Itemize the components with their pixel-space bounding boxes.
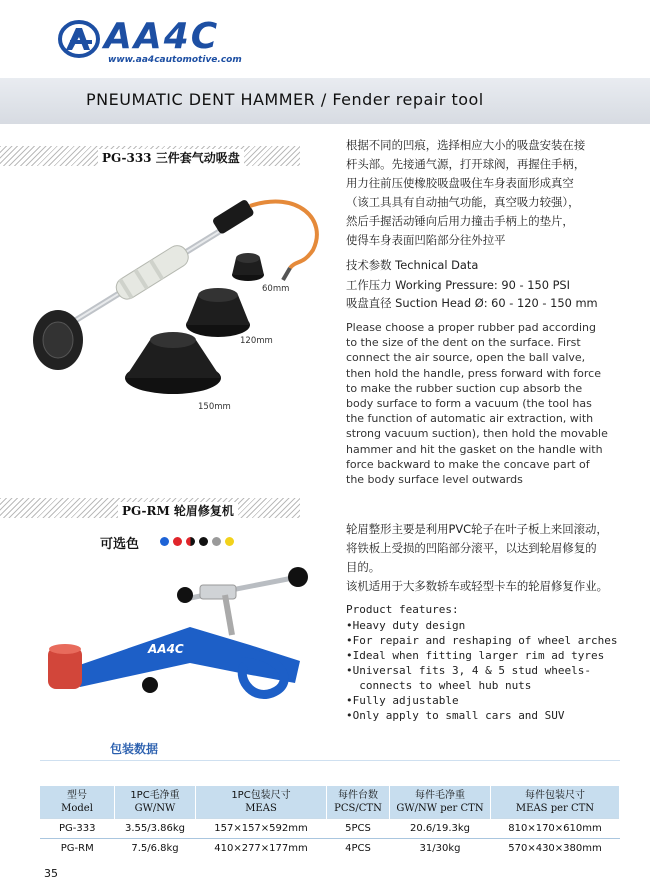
product2-desc-cn: 轮眉整形主要是利用PVC轮子在叶子板上来回滚动， 将铁板上受损的凹陷部分滚平，以达到轮眉修复的 目的。 该机适用于大多数轿车或轻型卡车的轮眉修复作业。 (346, 522, 608, 593)
feature-item: • Fully adjustable (346, 693, 646, 708)
color-swatch-black (199, 537, 208, 546)
dim-150mm: 150mm (198, 402, 231, 412)
product1-label: PG-333 三件套气动吸盘 (98, 149, 244, 166)
packing-data-title: 包装数据 (110, 742, 159, 756)
product1-desc-en: Please choose a proper rubber pad according to the size of the dent on the surface. First connect the air source, open the ball valve, then hold the handle, press forward with force to make the rubber suction cup absorb the body surface to form a vacuum (the tool has the function of automatic air extraction, with strong vacuum suction), then hold the movable hammer and hit the gasket on the handle with force backward to make the concave part of the body surface level outwards (346, 321, 608, 487)
cell-meas-ctn: 570×430×380mm (491, 839, 620, 859)
cell-meas: 410×277×177mm (196, 839, 327, 859)
tech-data-title: 技术参数 Technical Data (346, 258, 479, 272)
cell-gw-nw: 3.55/3.86kg (115, 819, 196, 839)
feature-item: • Only apply to small cars and SUV (346, 708, 646, 723)
feature-item: • Heavy duty design (346, 618, 646, 633)
color-swatch-gray (212, 537, 221, 546)
color-swatch-blue (160, 537, 169, 546)
col-pcs-ctn: 每件台数 PCS/CTN (327, 786, 390, 819)
table-header-row (40, 786, 620, 819)
cell-gw-nw: 7.5/6.8kg (115, 839, 196, 859)
col-gw-nw-ctn: 每件毛净重 GW/NW per CTN (390, 786, 491, 819)
cell-gw-nw-ctn: 31/30kg (390, 839, 491, 859)
page-number: 35 (44, 867, 58, 880)
features-title: Product features: (346, 603, 459, 616)
product-features (346, 602, 646, 723)
suction-head: 吸盘直径 Suction Head Ø: 60 - 120 - 150 mm (346, 296, 598, 310)
packing-table (40, 786, 620, 858)
col-meas-ctn: 每件包装尺寸 MEAS per CTN (491, 786, 620, 819)
table-row (40, 839, 620, 859)
page-title: PNEUMATIC DENT HAMMER / Fender repair tool (86, 90, 484, 109)
feature-item: • For repair and reshaping of wheel arches (346, 633, 646, 648)
packing-divider (40, 760, 620, 761)
cell-pcs-ctn: 5PCS (327, 819, 390, 839)
features-list (346, 618, 646, 723)
col-gw-nw: 1PC毛净重 GW/NW (115, 786, 196, 819)
color-swatch-yellow (225, 537, 234, 546)
feature-item: • Ideal when fitting larger rim ad tyres (346, 648, 646, 663)
aa4c-emblem-icon (58, 20, 102, 58)
color-swatch-red (173, 537, 182, 546)
color-swatch-black-red (186, 537, 195, 546)
dim-120mm: 120mm (240, 336, 273, 346)
cell-pcs-ctn: 4PCS (327, 839, 390, 859)
working-pressure: 工作压力 Working Pressure: 90 - 150 PSI (346, 278, 571, 292)
cell-model: PG-RM (40, 839, 115, 859)
fender-roller-image (40, 565, 310, 705)
tool-brand-mark: AA4C (148, 642, 184, 656)
dent-hammer-image (28, 180, 328, 420)
feature-item: • Universal fits 3, 4 & 5 stud wheels- connects to wheel hub nuts (346, 663, 646, 693)
cell-meas-ctn: 810×170×610mm (491, 819, 620, 839)
cell-meas: 157×157×592mm (196, 819, 327, 839)
optional-colors-label: 可选色 (100, 537, 140, 552)
logo-wordmark: AA4C (104, 16, 220, 57)
dim-60mm: 60mm (262, 284, 290, 294)
brand-logo (58, 18, 258, 66)
col-meas: 1PC包装尺寸 MEAS (196, 786, 327, 819)
cell-gw-nw-ctn: 20.6/19.3kg (390, 819, 491, 839)
table-row (40, 819, 620, 839)
col-model: 型号 Model (40, 786, 115, 819)
cell-model: PG-333 (40, 819, 115, 839)
product1-desc-cn: 根据不同的凹痕，选择相应大小的吸盘安装在接 杆头部。先接通气源，打开球阀，再握住手柄， 用力往前压使橡胶吸盘吸住车身表面形成真空 （该工具具有自动抽气功能，真空吸力较强）， 然后手握活动锤向后用力撞击手柄上的垫片， 使得车身表面凹陷部分往外拉平 (346, 138, 586, 247)
product2-label: PG-RM 轮眉修复机 (118, 502, 238, 519)
logo-url: www.aa4cautomotive.com (108, 55, 242, 65)
color-swatches (160, 537, 234, 546)
